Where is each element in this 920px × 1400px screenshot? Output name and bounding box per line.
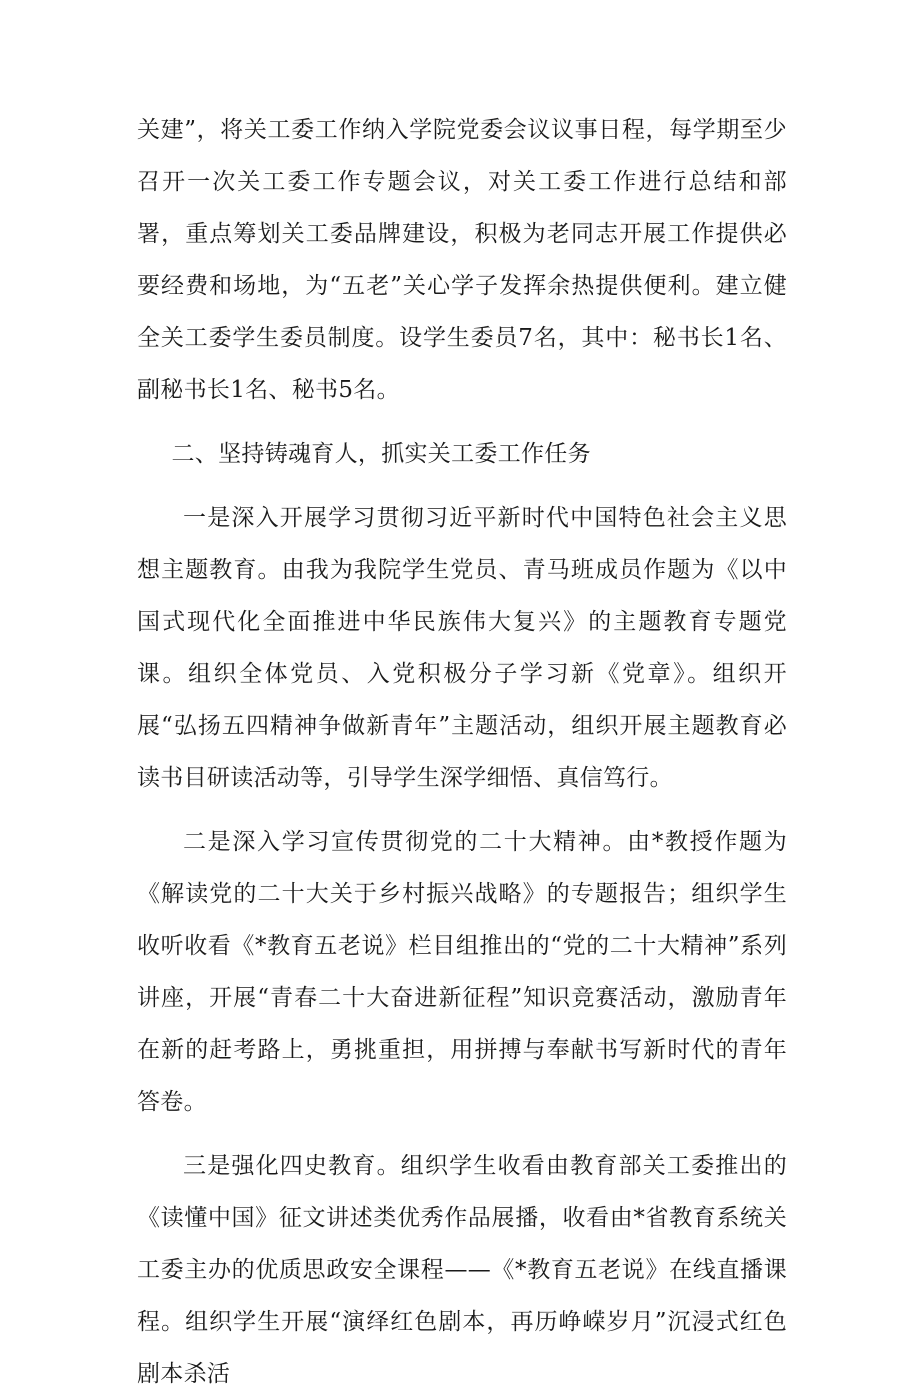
paragraph-twentieth-congress: 二是深入学习宣传贯彻党的二十大精神。由*教授作题为《解读党的二十大关于乡村振兴战略》的专题报告；组织学生收听收看《*教育五老说》栏目组推出的“党的二十大精神”系列讲座，开展“青春二十大奋进新征程”知识竞赛活动，激励青年在新的赶考路上，勇挑重担，用拼搏与奉献书写新时代的青年答卷。: [137, 829, 787, 1115]
section-heading-two: 二、坚持铸魂育人，抓实关工委工作任务: [171, 441, 591, 467]
paragraph-four-histories: 三是强化四史教育。组织学生收看由教育部关工委推出的《读懂中国》征文讲述类优秀作品展播，收看由*省教育系统关工委主办的优质思政安全课程——《*教育五老说》在线直播课程。组织学生开展“演绎红色剧本，再历峥嵘岁月”沉浸式红色剧本杀活: [137, 1153, 787, 1387]
document-body: [137, 104, 787, 1400]
paragraph-committee-structure: 关建”，将关工委工作纳入学院党委会议议事日程，每学期至少召开一次关工委工作专题会议，对关工委工作进行总结和部署，重点筹划关工委品牌建设，积极为老同志开展工作提供必要经费和场地，为“五老”关心学子发挥余热提供便利。建立健全关工委学生委员制度。设学生委员7名，其中：秘书长1名、副秘书长1名、秘书5名。: [137, 117, 787, 403]
paragraph-theme-education: 一是深入开展学习贯彻习近平新时代中国特色社会主义思想主题教育。由我为我院学生党员、青马班成员作题为《以中国式现代化全面推进中华民族伟大复兴》的主题教育专题党课。组织全体党员、入党积极分子学习新《党章》。组织开展“弘扬五四精神争做新青年”主题活动，组织开展主题教育必读书目研读活动等，引导学生深学细悟、真信笃行。: [137, 505, 787, 791]
